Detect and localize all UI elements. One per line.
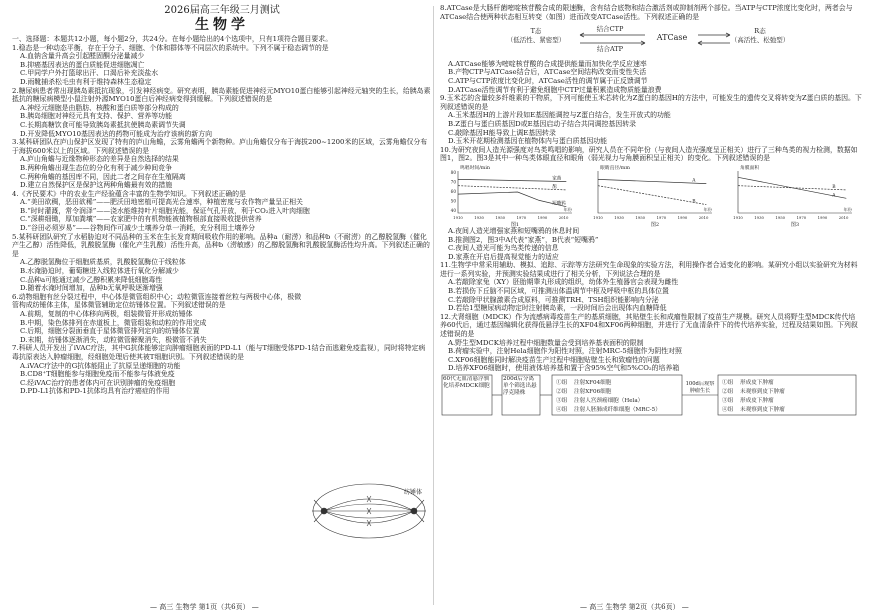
question-stem: 8.ATCase是大肠杆菌嘧啶核苷酸合成的限速酶，含有结合底物和结合激活剂或抑制剂两个部位。当ATP与CTP浓度比变化时，两者会与ATCase结合使两种状态相互转变（如图）进而改变ATCase活性。下列叙述正确的是 [440,4,853,21]
answer-option: B.荷瘤实验中，注射Hela细胞作为阳性对照，注射MRC-5细胞作为阴性对照 [448,347,682,356]
answer-option: D.开发降低MYO10基因表达的药物可能成为治疗该病的新方向 [20,129,212,138]
answer-option: C.若敲除甲状腺激素合成原料，可推测TRH、TSH组织能影响内分泌 [448,295,659,304]
question-stem: 11.生物学中常采用辅助、模拟、追踪、示踪等方法研究生命现象的实验方法，利用操作者合适变化的影响。某研究小组以实验研究为材料进行一系列实验，并预测实验结果成进行了相关分析，下列说法合理的是 [440,261,858,278]
chart-caption: 图1 [510,221,520,227]
chart-y-tick: 60 [450,188,456,194]
answer-option: A.神经元细胞是由脂肪、核酸和蛋白质等部分构成的 [20,103,179,112]
question-5 [12,233,432,293]
chart-series-line [738,177,846,198]
chart-series-line [458,186,566,190]
chart-x-tick: 1970 [516,214,527,220]
chart-x-tick: 1930 [474,214,484,220]
arrow-top-label: 结合CTP [596,25,624,34]
question-stem: 9.玉米芯的含量较多纤维素的干物质，下列可能使玉米芯转化为Z蛋白的基因H的方法中，可能发生的遗传交叉将转变为Z蛋白质的基因。下列叙述错误的是 [440,94,862,111]
chart-series-line [458,192,566,207]
chart-x-tick: 1910 [733,214,743,220]
flow-result-text: 形成皮下肿瘤 [740,398,774,404]
question-2 [12,87,432,139]
answer-option: B.“时时灌溉，常令润泽”——浇水能维持叶片细胞光能，保证气孔开放，利于CO₂进入叶肉细胞 [20,206,310,215]
answer-option: C.ATP与CTP浓度比变化时，ATCase活性的调节属于正反馈调节 [448,76,648,85]
question-8 [440,4,862,94]
chart-x-tick: 1950 [495,214,506,220]
bird-charts [440,163,862,227]
question-3 [12,138,432,190]
answer-option: A.夜间人造光增强家燕和短嘴鸦的休息时间 [448,226,580,235]
answer-option: C.夜间人造光可能为鸟类传递的信息 [448,244,559,253]
chart-x-tick: 1990 [537,214,548,220]
answer-option: C.两种角蟾的基因库不同，因此二者之间存在生殖隔离 [20,172,186,181]
flow-group-treatment: 注射人胚肺成纤维细胞（MRC-5） [574,407,661,413]
spindle-label: 纺锤体 [404,489,423,496]
footer-right: — 高三 生物学 第2页（共6页） — [580,603,689,611]
mdck-flowchart [440,373,860,417]
answer-option: B.推测图2，图3中A代表“家燕”，B代表“短嘴鸦” [448,235,599,244]
chart-x-tick: 1970 [796,214,807,220]
answer-option: A.乙醇脱氢酶位于细胞质基质，乳酸脱氢酶位于线粒体 [20,258,186,267]
answer-option: A.若敲除家兔（XY）胚胎期睾丸形成的组织，幼体外生殖器官会表现为雌性 [448,278,679,287]
question-stem: 1.稳态是一种动态平衡，存在于分子、细胞、个体和群体等不同层次的系统中。下列不属于稳态调节的是 [12,43,329,52]
exam-title: 2026届高三年级三月测试 [164,5,280,16]
chart-xlabel: 年份 [843,206,852,212]
flow-result-id: ②组 [722,389,734,395]
question-1 [12,44,432,87]
section-instructions: 一、选择题：本题共12小题，每小题2分，共24分。在每小题给出的4个选项中，只有1项符合题目要求。 [12,35,333,43]
flow-group-id: ③组 [556,398,568,404]
chart-x-tick: 1990 [817,214,828,220]
chart-series-label: 短嘴鸦 [552,201,566,207]
spindle-figure [310,482,428,540]
r-state-label: R态 [754,27,766,36]
flow-mid-label: 100d后观察肿瘤生长 [685,381,715,394]
flow-box-2: 200d后分离单个筛选出悬浮克隆株 [503,376,537,396]
answer-option: D.PD-L1抗体和PD-1抗体均具有治疗癌症的作用 [20,387,170,396]
question-6 [12,293,302,345]
answer-option: C.后期，细胞分裂面垂直于星体微管排列定向的纺锤体位置 [20,327,200,336]
arrow-bottom-label: 结合ATP [596,45,624,54]
answer-option: B.胰岛细胞对神经元具有支持、保护、营养等功能 [20,112,172,121]
answer-option: C.XF06细胞能同时解决疫苗生产过程中细胞贴壁生长和致瘤性的问题 [448,355,660,364]
question-9 [440,94,862,146]
question-stem: 4.《齐民要术》中的农业生产经验蕴含丰富的生物学知识。下列叙述正确的是 [12,189,246,198]
answer-option: D.培养XF06细胞时，使用液体培养基和置于含95%空气和5%CO₂的培养箱 [448,364,680,373]
flow-group-treatment: 注射XF04细胞 [574,380,612,386]
answer-option: D.若给1型糖尿病动物定时注射胰岛素，一段时间后会出现体内血糖降低 [448,304,667,313]
question-11 [440,261,862,313]
answer-option: A.“美田欲稠，恶田欲稀”——肥沃田地密植可提高光合速率，种植密度与农作物产量呈正相关 [20,198,303,207]
answer-option: B.两种角蟾出现生态位的分化有利于减少种间竞争 [20,163,172,172]
flow-result-text: 未观察到皮下肿瘤 [740,407,785,413]
chart-y-tick: 80 [450,169,456,175]
chart-caption: 图3 [790,221,800,227]
answer-option: D.雨靴捕杀松毛虫有利于维持森林生态稳定 [20,77,152,86]
answer-option: A.野生型MDCK培养过程中细胞数量会受到培养基表面积的限制 [448,338,644,347]
question-stem: 12.犬肾细胞（MDCK）作为流感病毒疫苗生产的基质细胞，其贴壁生长和成瘤性限制了疫苗生产规模。研究人员将野生型MDCK传代培养60代后，通过基因编辑化获得低悬浮生长的XF04和XF06两种细胞，并进行了无血清条件下的传代培养实验，过程及结果如图。下列叙述错误的是 [440,312,858,339]
question-10-options [440,227,862,261]
chart-series-label: 家燕 [552,176,562,182]
chart-series-line [598,186,706,205]
question-stem: 6.动物细胞有丝分裂过程中，中心体是微管组织中心；动粒微管连接着丝粒与两极中心体，极微管构成纺锤体主体，星体微管辅助定位纺锤体位置。下列叙述错误的是 [12,292,302,310]
answer-option: C.经iVAC治疗的患者体内可在识别肿瘤的免疫细胞 [20,378,176,387]
chart-y-tick: 50 [450,198,456,204]
answer-option: B.水淹胁迫时，葡萄糖进入线粒体进行氧化分解减少 [20,267,179,276]
chart-series-label: A [692,178,696,184]
answer-option: A.庐山角蟾与近缘物种形态的差异是自然选择的结果 [20,155,179,164]
answer-option: A.ATCase能够为嘧啶核苷酸的合成提供能量而加快化学反应速率 [448,59,647,68]
chart-x-tick: 1950 [775,214,786,220]
chart-x-tick: 1970 [656,214,667,220]
chart-ylabel: 鸣唱时间/min [460,165,490,171]
answer-option: D.“谷田必须岁易”——谷物间作可减少土壤养分单一消耗，充分利用土壤养分 [20,224,256,233]
answer-option: A.iVAC疗法中的G抗体能阻止了抗原呈递细胞的功能 [20,361,181,370]
r-state-desc: （高活性、松弛型） [730,36,790,45]
flow-result-id: ①组 [722,380,734,386]
answer-option: B.中期，染色体排列在赤道板上，微管组装和动粒的作用完成 [20,318,207,327]
chart-ylabel: 角膜面积 [740,165,760,171]
flow-result-id: ④组 [722,407,734,413]
answer-option: D.末期，纺锤体逐渐消失，动粒微管解聚消失，极微管不消失 [20,335,207,344]
flow-group-treatment: 注射XF06细胞 [574,389,612,395]
column-divider [433,6,434,605]
chart-x-tick: 1950 [635,214,646,220]
chart-series-label: 鹊 [552,184,557,190]
chart-series-line [458,179,566,181]
atcase-diagram [440,21,860,57]
flow-group-id: ②组 [556,389,568,395]
chart-x-tick: 1930 [614,214,624,220]
chart-series-label: A [832,193,836,199]
question-7 [12,344,432,396]
right-column [440,4,862,420]
question-4 [12,190,432,233]
answer-option: C.甲同学户外打篮球出汗、口渴后补充淡盐水 [20,69,159,78]
question-stem: 5.某科研团队研究了水稻胁迫对不同品种的玉米在生长发育期间吸收作用的影响。品种a（耐涝）和品种b（不耐涝）的乙醇脱氢酶（催化产生乙醇）活性降低，乳酸脱氢酶（催化产生乳酸）活性升高，品种b（涝敏感）的乙醇脱氢酶和乳酸脱氢酶活性均升高。下列叙述正确的是 [12,232,430,258]
question-stem: 3.某科研团队在庐山保护区发现了特有的庐山角蟾，云雾角蟾两个新物种。庐山角蟾仅分布于海拔200~1200米的区域，云雾角蟾仅分布于海拔600米以上的区域。下列叙述错误的是 [12,138,428,155]
answer-option: D.玉米开花期检测基因在植物体内与蛋白质基因功能 [448,137,608,146]
exam-subject: 生物学 [195,17,249,33]
chart-series-label: B [692,199,696,205]
question-stem: 7.科研人员开发出了iVAC疗法，其中G抗体能够定向肿瘤细胞表面的PD-L1（能与T细胞受体PD-1结合而逃避免疫监视），同时将特定病毒抗原表达入肿瘤细胞，经细胞处理后使其被T细胞识别。下列叙述错误的是 [12,344,426,361]
line-chart [440,163,576,227]
chart-x-tick: 2010 [698,214,709,220]
t-state-desc: （低活性、紧密型） [506,36,566,45]
flow-group-id: ④组 [556,407,568,413]
chart-y-tick: 40 [450,208,456,214]
flow-group-id: ①组 [556,380,568,386]
chart-y-tick: 70 [450,179,456,185]
chart-xlabel: 年份 [563,206,572,212]
footer-left: — 高三 生物学 第1页（共6页） — [150,603,259,611]
flow-group-treatment: 注射人宫颈癌细胞（Hela） [574,398,644,404]
chart-axes [598,171,712,213]
answer-option: D.建立自然保护区是保护这两种角蟾最有效的措施 [20,181,173,190]
answer-option: B.CD8⁺T细胞能参与细胞免疫而不能参与体液免疫 [20,370,175,379]
line-chart [720,163,856,227]
answer-option: D.家燕在开启后提高视觉能力的适应 [448,252,559,261]
answer-option: C.敲除基因H能导致上调E基因转录 [448,128,556,137]
flow-result-text: 未观察到皮下肿瘤 [740,389,785,395]
answer-option: A.玉米基因H的上游片段如E基因能调控与Z蛋白结合，发生开放式的功能 [448,111,671,120]
question-8-options [440,60,862,94]
answer-option: B.抑癌基因表达的蛋白质能促进细胞凋亡 [20,60,145,69]
line-chart [580,163,716,227]
chart-x-tick: 1910 [593,214,603,220]
answer-option: B.若损伤下丘脑不同区域，可推测出体温调节中枢及呼吸中枢的具体位置 [448,287,669,296]
chart-xlabel: 年份 [703,206,712,212]
question-list-left [12,44,432,396]
chart-axes [738,171,852,213]
answer-option: C.品种a可能通过减少乙醇积累来降低细胞毒性 [20,275,163,284]
chart-x-tick: 2010 [838,214,849,220]
question-12 [440,313,862,373]
chart-series-line [598,179,706,183]
answer-option: C.“深耕细锄，厚加粪壤”——农家肥中的有机物能被植物根部直接吸收提供营养 [20,215,262,224]
chart-ylabel: 眼睛直径/mm [600,165,630,171]
flow-result-id: ③组 [722,398,734,404]
t-state-label: T态 [530,27,542,36]
question-10-stem: 10.为研究夜间人造光源强度对鸟类鸣唱的影响，研究人员在不同年份（与夜间人造光强度呈正相关）进行了三种鸟类的视力检测，数据如图1，图2。图3是其中一种鸟类体眼直径和眼角（弱光视力与角膜面积呈正相关）的变化。下列叙述错误的是 [440,145,858,163]
chart-series-label: B [832,184,836,190]
flow-result-text: 形成皮下肿瘤 [740,380,774,386]
chart-x-tick: 1930 [754,214,764,220]
chart-x-tick: 1990 [677,214,688,220]
question-stem: 2.糖尿病患者常出现胰岛素抵抗现象，引发神经病变。研究表明，胰岛素能促进神经元MYO10蛋白能够引起神经元轴突的生长，给胰岛素抵抗的糖尿病模型小鼠注射外源MYO10蛋白后神经病变得到缓解。下列叙述错误的是 [12,86,431,104]
chart-caption: 图2 [650,221,660,227]
answer-option: A.前期，复制的中心体移向两极，组装微管并形成纺锤体 [20,310,193,318]
answer-option: B.Z蛋白与蛋白质基因D或E基因启动子结合共同调控基因转录 [448,119,636,128]
answer-option: D.ATCase活性调节有利于避免细胞中CTP过量积累造成物质能量浪费 [448,85,662,94]
answer-option: D.随着水淹时间增加，品种b无氧呼吸逐渐增强 [20,284,163,293]
answer-option: C.长期高糖饮食可能导致胰岛素抵抗使胰岛素调节失调 [20,120,186,129]
question-list-right [440,94,862,163]
flow-box-1: 60代无血清悬浮驯化培养MDCK细胞 [443,376,490,389]
answer-option: A.血钠含量升高会引起醛固酮分泌量减少 [20,52,145,61]
atcase-center-label: ATCase [656,33,688,43]
chart-x-tick: 2010 [558,214,569,220]
left-column [12,4,432,496]
chart-x-tick: 1910 [453,214,463,220]
answer-option: B.产物CTP与ATCase结合后，ATCase空间结构改变而变性失活 [448,68,647,77]
